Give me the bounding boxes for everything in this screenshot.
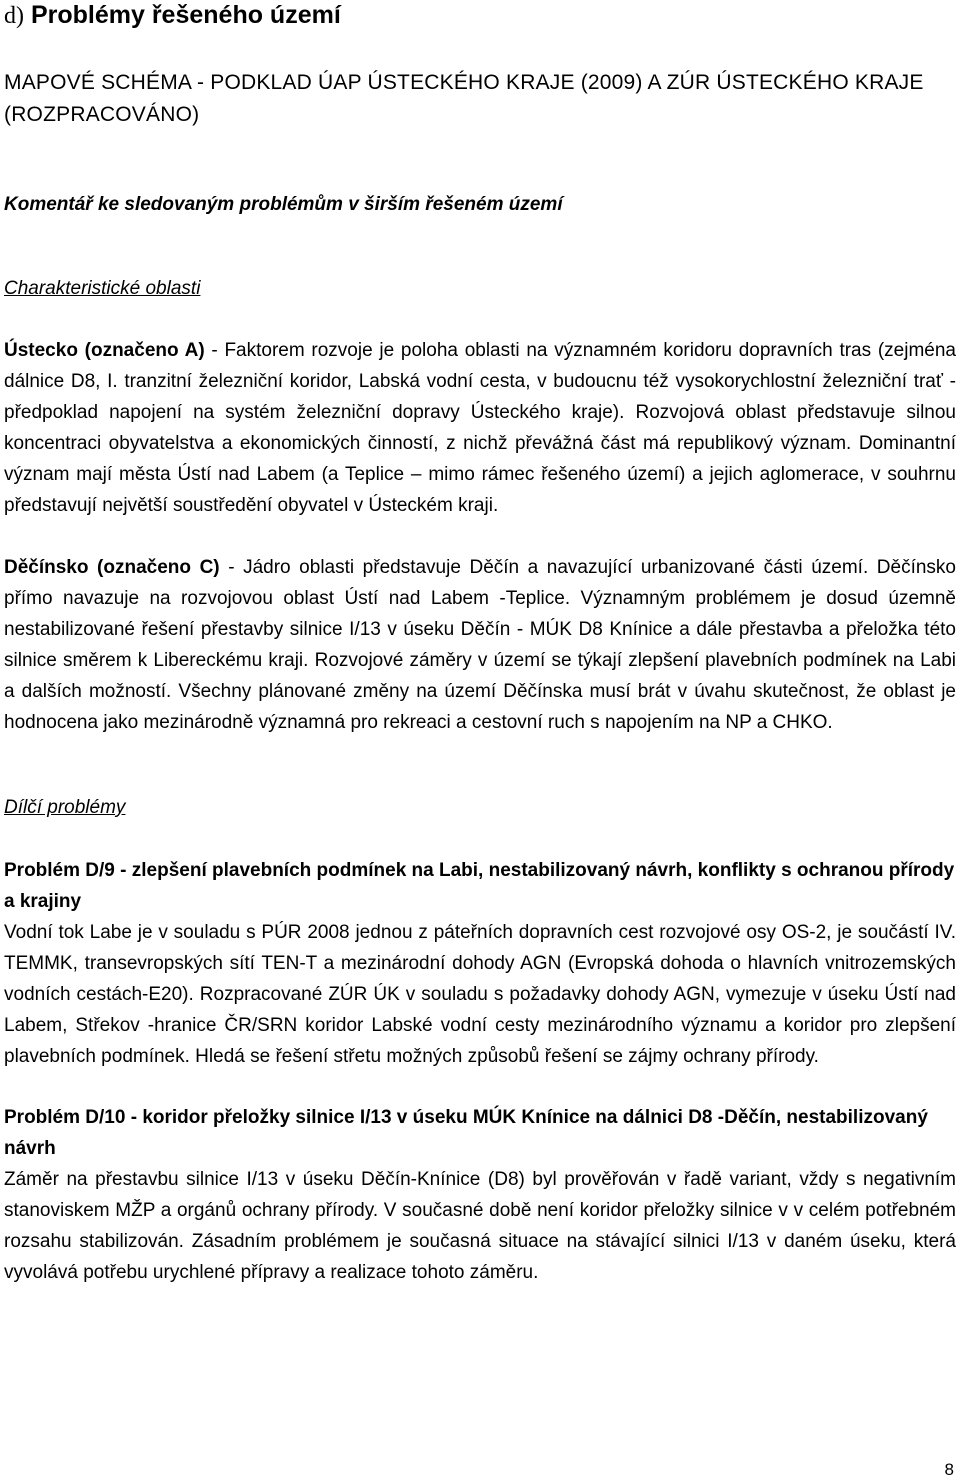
partial-problems-heading: Dílčí problémy <box>4 797 126 818</box>
section-heading <box>4 0 956 31</box>
problem-d9-text: Vodní tok Labe je v souladu s PÚR 2008 jednou z páteřních dopravních cest rozvojové osy OS-2, je součástí IV. TEMMK, transevropských sítí TEN-T a mezinárodní dohody AGN (Evropská dohoda o hlavních vnitrozemských vodních cestách-E20). Rozpracované ZÚR ÚK v souladu s požadavky dohody AGN, vymezuje v úseku Ústí nad Labem, Střekov -hranice ČR/SRN koridor Labské vodní cesty mezinárodního významu a koridor pro zlepšení plavebních podmínek. Hledá se řešení střetu možných způsobů řešení se zájmy ochrany přírody. <box>4 922 956 1067</box>
section-letter: d) <box>4 3 24 29</box>
usti-paragraph <box>4 335 956 521</box>
decin-lead: Děčínsko (označeno C) <box>4 557 220 578</box>
decin-text: - Jádro oblasti představuje Děčín a navazující urbanizované části území. Děčínsko přímo navazuje na rozvojovou oblast Ústí nad Labem -Teplice. Významným problémem je dosud územně nestabilizované řešení přestavby silnice I/13 v úseku Děčín - MÚK D8 Knínice a dále přestavba a přeložka této silnice směrem k Libereckému kraji. Rozvojové záměry v území se týkají zlepšení plavebních podmínek na Labi a dalších možností. Všechny plánované změny na území Děčínska musí brát v úvahu skutečnost, že oblast je hodnocena jako mezinárodně významná pro rekreaci a cestovní ruch s napojením na NP a CHKO. <box>4 557 956 733</box>
problem-d10-text: Záměr na přestavbu silnice I/13 v úseku Děčín-Knínice (D8) byl prověřován v řadě variant, vždy s negativním stanoviskem MŽP a orgánů ochrany přírody. V současné době není koridor přeložky silnice v v celém potřebném rozsahu stabilizován. Zásadním problémem je současná situace na stávající silnici I/13 v daném úseku, která vyvolává potřebu urychlené přípravy a realizace tohoto záměru. <box>4 1169 956 1283</box>
usti-lead: Ústecko (označeno A) <box>4 340 205 361</box>
problem-d9-title: Problém D/9 - zlepšení plavebních podmínek na Labi, nestabilizovaný návrh, konflikty s ochranou přírody a krajiny <box>4 860 955 912</box>
section-title: Problémy řešeného území <box>30 1 341 29</box>
map-scheme-subtitle: MAPOVÉ SCHÉMA - PODKLAD ÚAP ÚSTECKÉHO KRAJE (2009) A ZÚR ÚSTECKÉHO KRAJE (ROZPRACOVÁNO) <box>4 71 924 126</box>
comment-heading: Komentář ke sledovaným problémům v širším řešeném území <box>4 194 563 215</box>
document-page <box>4 0 956 1288</box>
decin-paragraph <box>4 552 956 738</box>
page-number: 8 <box>944 1460 954 1479</box>
problem-d10-title: Problém D/10 - koridor přeložky silnice I/13 v úseku MÚK Knínice na dálnici D8 -Děčín, nestabilizovaný návrh <box>4 1107 928 1159</box>
characteristic-areas-heading: Charakteristické oblasti <box>4 278 201 299</box>
usti-text: - Faktorem rozvoje je poloha oblasti na významném koridoru dopravních tras (zejména dálnice D8, I. tranzitní železniční koridor, Labská vodní cesta, v budoucnu též vysokorychlostní železniční trať - předpoklad napojení na systém železniční dopravy Ústeckého kraje). Rozvojová oblast představuje silnou koncentraci obyvatelstva a ekonomických činností, z nichž převážná část má republikový význam. Dominantní význam mají města Ústí nad Labem (a Teplice – mimo rámec řešeného území) a jejich aglomerace, v souhrnu představují největší soustředění obyvatel v Ústeckém kraji. <box>4 340 956 516</box>
